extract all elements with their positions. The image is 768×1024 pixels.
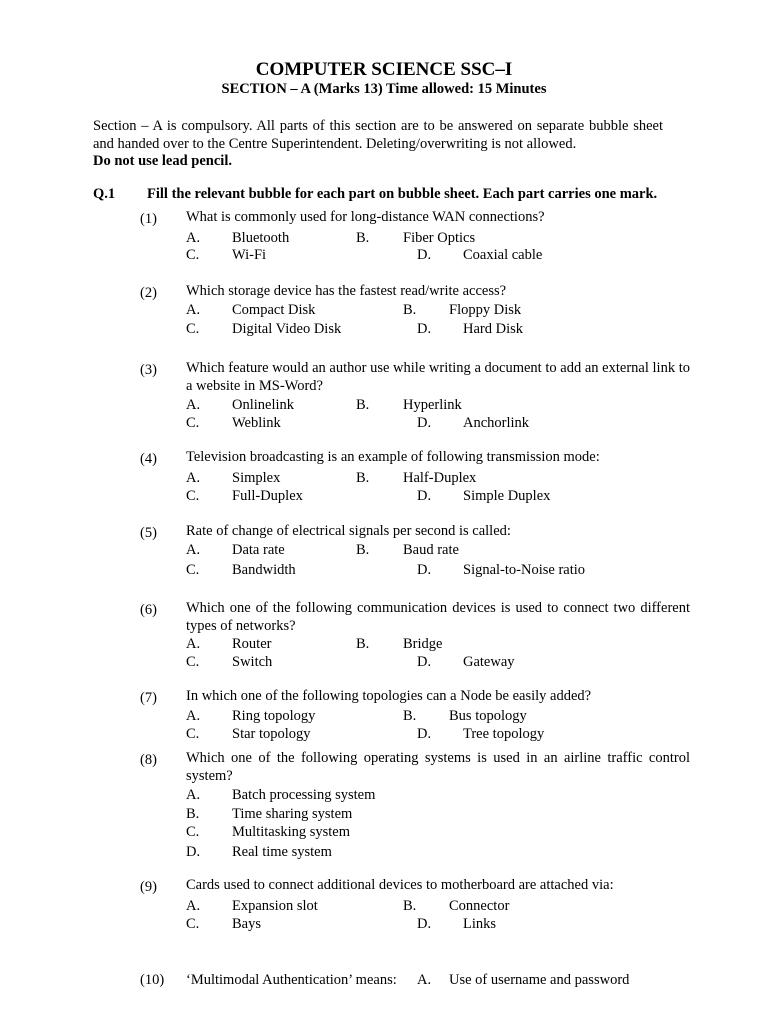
option-letter: B. — [403, 302, 417, 318]
option-letter: A. — [417, 972, 432, 988]
option-letter: D. — [417, 415, 432, 431]
option-letter: C. — [186, 726, 200, 742]
option-letter: A. — [186, 708, 201, 724]
instructions-bold-note: Do not use lead pencil. — [93, 153, 232, 169]
option-text: Weblink — [232, 415, 281, 431]
option-letter: C. — [186, 824, 200, 840]
option-text: Digital Video Disk — [232, 321, 342, 337]
option-letter: D. — [417, 654, 432, 670]
option-letter: A. — [186, 787, 201, 803]
instructions-text: Section – A is compulsory. All parts of this section are to be answered on separate bubble sheet and handed over to the Centre Superintendent. Deleting/overwriting is not allowed. — [93, 118, 663, 152]
option-letter: C. — [186, 654, 200, 670]
option-text: Simplex — [232, 470, 281, 486]
option-letter: A. — [186, 397, 201, 413]
question-text: Which feature would an author use while writing a document to add an external link to a website in MS-Word? — [186, 360, 690, 394]
question-number: (9) — [140, 879, 157, 895]
option-text: Switch — [232, 654, 273, 670]
option-text: Gateway — [463, 654, 515, 670]
question-text: Television broadcasting is an example of following transmission mode: — [186, 449, 600, 465]
question-number: (6) — [140, 602, 157, 618]
option-text: Anchorlink — [463, 415, 530, 431]
option-letter: A. — [186, 470, 201, 486]
question-text: Cards used to connect additional devices to motherboard are attached via: — [186, 877, 614, 893]
option-text: Fiber Optics — [403, 230, 476, 246]
option-text: Full-Duplex — [232, 488, 303, 504]
question-text: What is commonly used for long-distance WAN connections? — [186, 209, 545, 225]
option-text: Multitasking system — [232, 824, 351, 840]
option-text: Bluetooth — [232, 230, 290, 246]
option-letter: C. — [186, 247, 200, 263]
option-text: Router — [232, 636, 272, 652]
option-text: Wi-Fi — [232, 247, 267, 263]
option-text: Data rate — [232, 542, 285, 558]
option-text: Ring topology — [232, 708, 316, 724]
question-number: (5) — [140, 525, 157, 541]
option-text: Baud rate — [403, 542, 459, 558]
question-number: (2) — [140, 285, 157, 301]
question-number: (4) — [140, 451, 157, 467]
option-letter: B. — [356, 397, 370, 413]
option-text: Bridge — [403, 636, 443, 652]
option-text: Links — [463, 916, 497, 932]
question-text: Which one of the following operating systems is used in an airline traffic control system? — [186, 750, 690, 784]
option-letter: D. — [417, 321, 432, 337]
question-number: (3) — [140, 362, 157, 378]
option-text: Batch processing system — [232, 787, 376, 803]
option-text: Onlinelink — [232, 397, 295, 413]
option-letter: A. — [186, 898, 201, 914]
option-text: Half-Duplex — [403, 470, 477, 486]
option-text: Compact Disk — [232, 302, 316, 318]
option-text: Coaxial cable — [463, 247, 543, 263]
option-letter: B. — [356, 230, 370, 246]
option-text: Bandwidth — [232, 562, 296, 578]
option-letter: A. — [186, 542, 201, 558]
option-text: Floppy Disk — [449, 302, 522, 318]
option-text: Simple Duplex — [463, 488, 551, 504]
option-letter: C. — [186, 488, 200, 504]
option-text: Star topology — [232, 726, 311, 742]
option-letter: B. — [356, 470, 370, 486]
question-text: Rate of change of electrical signals per second is called: — [186, 523, 511, 539]
option-text: Tree topology — [463, 726, 545, 742]
option-text: Bays — [232, 916, 261, 932]
option-text: Time sharing system — [232, 806, 353, 822]
option-text: Connector — [449, 898, 510, 914]
option-letter: D. — [417, 562, 432, 578]
section-subtitle: SECTION – A (Marks 13) Time allowed: 15 Minutes — [221, 81, 547, 97]
question-text: In which one of the following topologies can a Node be easily added? — [186, 688, 592, 704]
question-number: (7) — [140, 690, 157, 706]
question-number: (8) — [140, 752, 157, 768]
option-letter: B. — [356, 636, 370, 652]
section-heading: Fill the relevant bubble for each part on bubble sheet. Each part carries one mark. — [147, 186, 658, 202]
option-text: Real time system — [232, 844, 332, 860]
option-letter: D. — [417, 247, 432, 263]
option-text: Bus topology — [449, 708, 527, 724]
option-text: Hard Disk — [463, 321, 524, 337]
option-text: Signal-to-Noise ratio — [463, 562, 586, 578]
option-letter: C. — [186, 415, 200, 431]
option-letter: B. — [403, 898, 417, 914]
option-letter: D. — [417, 726, 432, 742]
option-letter: A. — [186, 636, 201, 652]
option-letter: C. — [186, 321, 200, 337]
page-title: COMPUTER SCIENCE SSC–I — [255, 59, 513, 80]
option-letter: A. — [186, 302, 201, 318]
option-text: Expansion slot — [232, 898, 318, 914]
option-letter: C. — [186, 562, 200, 578]
option-letter: D. — [186, 844, 201, 860]
option-letter: B. — [186, 806, 200, 822]
question-text: Which storage device has the fastest read/write access? — [186, 283, 507, 299]
option-letter: A. — [186, 230, 201, 246]
question-number: (10) — [140, 972, 165, 988]
option-letter: B. — [403, 708, 417, 724]
option-letter: B. — [356, 542, 370, 558]
option-letter: C. — [186, 916, 200, 932]
option-text: Use of username and password — [449, 972, 630, 988]
instructions — [93, 118, 663, 171]
question-text: Which one of the following communication devices is used to connect two different types of networks? — [186, 600, 690, 634]
option-letter: D. — [417, 488, 432, 504]
option-letter: D. — [417, 916, 432, 932]
option-text: Hyperlink — [403, 397, 462, 413]
question-text: ‘Multimodal Authentication’ means: — [186, 972, 397, 988]
section-number: Q.1 — [93, 186, 116, 202]
question-number: (1) — [140, 211, 157, 227]
